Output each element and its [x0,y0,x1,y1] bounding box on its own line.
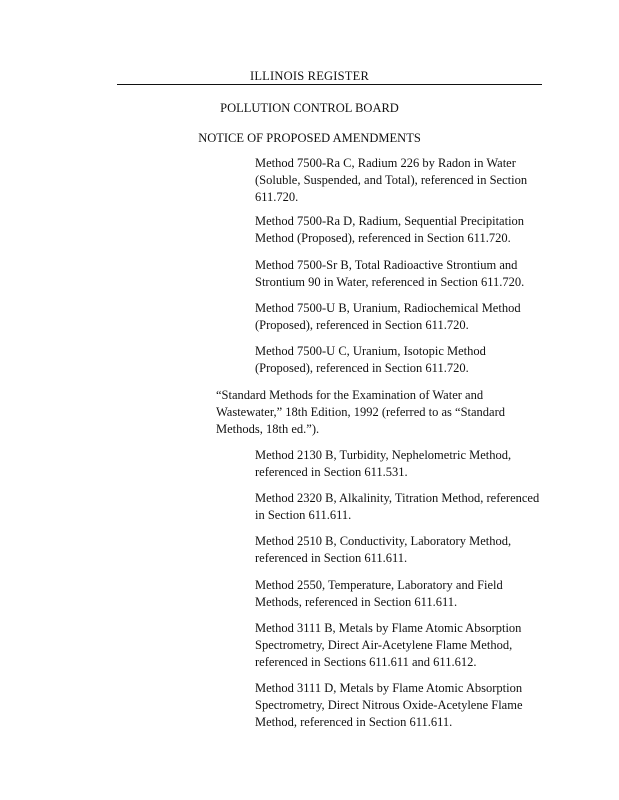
method-entry: Method 2550, Temperature, Laboratory and Field Methods, referenced in Section 611.611. [255,578,503,609]
method-entry: Method 7500-Ra D, Radium, Sequential Precipitation Method (Proposed), referenced in Section 611.720. [255,214,525,245]
method-entry: Method 3111 D, Metals by Flame Atomic Absorption Spectrometry, Direct Nitrous Oxide-Acetylene Flame Method, referenced in Section 611.611. [255,681,523,729]
register-title: ILLINOIS REGISTER [249,69,369,83]
board-name: POLLUTION CONTROL BOARD [220,101,399,115]
method-entry: Method 7500-Ra C, Radium 226 by Radon in Water (Soluble, Suspended, and Total), referenced in Section 611.720. [255,156,528,204]
method-entry: Method 2320 B, Alkalinity, Titration Method, referenced in Section 611.611. [255,491,540,522]
method-entry: Method 7500-Sr B, Total Radioactive Strontium and Strontium 90 in Water, referenced in Section 611.720. [255,258,525,289]
method-entry: Method 7500-U B, Uranium, Radiochemical Method (Proposed), referenced in Section 611.720. [255,301,521,332]
method-entry: Method 2510 B, Conductivity, Laboratory Method, referenced in Section 611.611. [255,534,512,565]
notice-title: NOTICE OF PROPOSED AMENDMENTS [198,131,421,145]
method-entry: Method 3111 B, Metals by Flame Atomic Absorption Spectrometry, Direct Air-Acetylene Flame Method, referenced in Sections 611.611 and 611.612. [255,621,522,669]
method-entry: Method 7500-U C, Uranium, Isotopic Method (Proposed), referenced in Section 611.720. [255,344,486,375]
header-rule [117,84,542,85]
method-entry: Method 2130 B, Turbidity, Nephelometric Method, referenced in Section 611.531. [255,448,512,479]
publication-entry: “Standard Methods for the Examination of Water and Wastewater,” 18th Edition, 1992 (referred to as “Standard Methods, 18th ed.”). [216,388,506,436]
